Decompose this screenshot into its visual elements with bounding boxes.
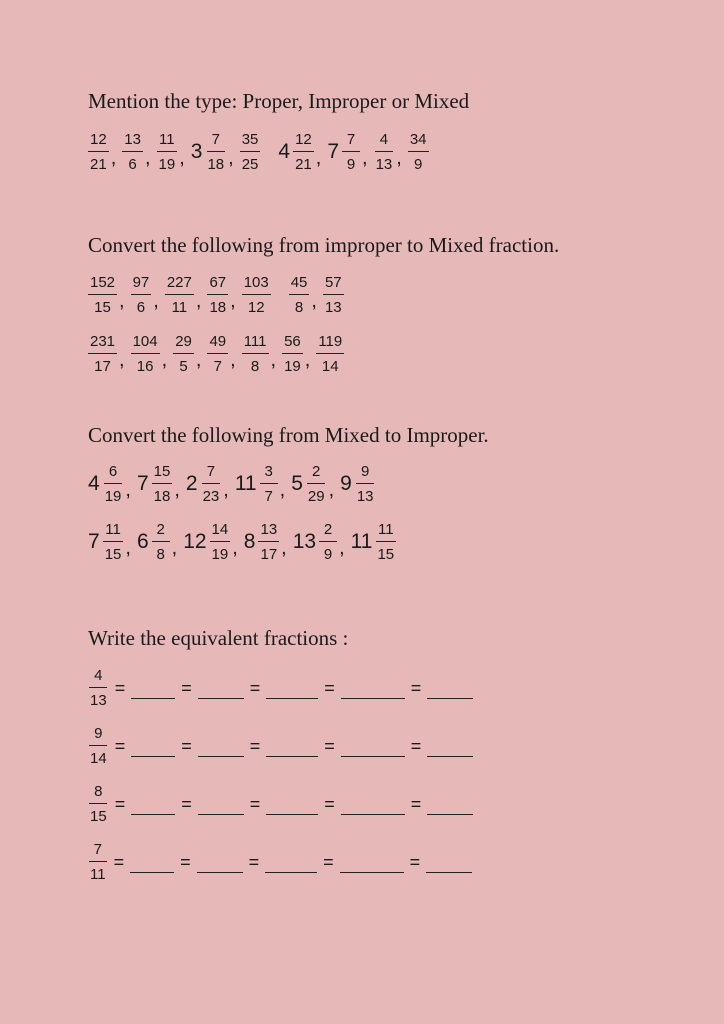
fraction-item	[278, 132, 313, 172]
whole-number: 7	[136, 472, 149, 495]
comma-separator: ,	[311, 289, 317, 312]
answer-blank[interactable]	[341, 742, 405, 757]
comma-separator: ,	[396, 146, 402, 169]
numerator: 15	[152, 464, 173, 484]
denominator: 8	[156, 546, 165, 563]
denominator: 21	[90, 156, 107, 173]
numerator: 13	[122, 132, 143, 152]
numerator: 11	[103, 522, 123, 542]
numerator: 111	[242, 334, 269, 354]
denominator: 21	[295, 156, 312, 173]
comma-separator: ,	[223, 478, 229, 501]
numerator: 227	[165, 275, 194, 295]
whole-number: 2	[185, 472, 198, 495]
fraction-item	[122, 132, 143, 172]
fraction	[122, 132, 143, 172]
answer-blank[interactable]	[266, 800, 318, 815]
fraction-item	[323, 275, 344, 315]
answer-blank[interactable]	[198, 800, 244, 815]
fraction	[355, 464, 376, 504]
numerator: 2	[319, 522, 337, 542]
comma-separator: ,	[304, 348, 311, 371]
fraction	[201, 464, 222, 504]
fraction-item	[137, 464, 172, 504]
whole-number: 4	[278, 140, 291, 163]
denominator: 8	[250, 358, 260, 375]
comma-separator: ,	[174, 478, 180, 501]
section2-title: Convert the following from improper to Mixed fraction.	[88, 233, 560, 257]
whole-number: 9	[340, 472, 352, 495]
fraction-item	[282, 334, 303, 374]
answer-blank[interactable]	[266, 684, 318, 699]
denominator: 19	[104, 488, 122, 505]
numerator: 9	[356, 464, 374, 484]
numerator: 14	[210, 522, 231, 542]
answer-blank[interactable]	[197, 858, 243, 873]
numerator: 7	[202, 464, 220, 484]
denominator: 9	[323, 546, 333, 563]
fraction	[240, 132, 261, 172]
denominator: 5	[179, 358, 188, 375]
fraction-item	[240, 132, 261, 172]
denominator: 23	[202, 488, 220, 505]
whole-number: 11	[234, 472, 257, 495]
numerator: 4	[375, 132, 393, 152]
section2-fractions-row-1	[88, 275, 362, 315]
denominator: 17	[260, 546, 278, 563]
fraction	[342, 132, 360, 172]
denominator: 17	[94, 358, 111, 375]
equivalent-fraction-row	[88, 726, 473, 766]
numerator: 13	[258, 522, 279, 542]
comma-separator: ,	[144, 146, 151, 169]
answer-blank[interactable]	[130, 858, 174, 873]
answer-blank[interactable]	[131, 742, 175, 757]
numerator: 6	[104, 464, 122, 484]
denominator: 15	[377, 546, 395, 563]
whole-number: 12	[183, 530, 207, 553]
denominator: 11	[171, 299, 188, 316]
comma-separator: ,	[195, 289, 202, 312]
section2-fractions-row-2	[88, 334, 362, 374]
fraction-item	[207, 275, 228, 315]
denominator: 13	[356, 488, 374, 505]
fraction-item	[88, 784, 109, 824]
equals-sign: =	[181, 677, 192, 698]
numerator: 152	[88, 275, 117, 295]
equals-sign: =	[114, 677, 126, 698]
fraction-item	[88, 842, 108, 882]
fraction	[88, 842, 108, 882]
fraction	[210, 522, 231, 562]
equals-sign: =	[324, 793, 335, 814]
denominator: 6	[128, 156, 137, 173]
fraction-item	[293, 522, 337, 562]
fraction-item	[351, 522, 397, 562]
denominator: 11	[90, 866, 106, 883]
equals-sign: =	[181, 735, 192, 756]
numerator: 35	[240, 132, 261, 152]
denominator: 14	[321, 358, 339, 375]
comma-separator: ,	[230, 289, 236, 312]
numerator: 2	[307, 464, 325, 484]
denominator: 13	[375, 156, 393, 173]
comma-separator: ,	[339, 536, 345, 559]
whole-number: 8	[243, 530, 256, 553]
whole-number: 11	[350, 530, 373, 553]
section3-fractions-row-2	[88, 522, 414, 562]
comma-separator: ,	[195, 348, 202, 371]
fraction-item	[137, 522, 170, 562]
numerator: 2	[152, 522, 170, 542]
section3-title: Convert the following from Mixed to Improper.	[88, 423, 489, 447]
answer-blank[interactable]	[198, 742, 244, 757]
fraction	[88, 275, 117, 315]
whole-number: 13	[292, 530, 317, 553]
fraction-item	[88, 668, 109, 708]
fraction	[319, 522, 337, 562]
whole-number: 4	[88, 472, 100, 495]
fraction-item	[374, 132, 395, 172]
equals-sign: =	[113, 851, 125, 872]
fraction	[258, 522, 279, 562]
comma-separator: ,	[161, 348, 168, 371]
equivalent-fraction-row	[88, 784, 473, 824]
answer-blank[interactable]	[341, 800, 405, 815]
section1-title: Mention the type: Proper, Improper or Mixed	[88, 89, 470, 113]
comma-separator: ,	[232, 536, 238, 559]
whole-number: 7	[88, 530, 100, 553]
numerator: 231	[88, 334, 117, 354]
equals-sign: =	[323, 851, 334, 872]
fraction-item	[88, 132, 109, 172]
fraction	[289, 275, 310, 315]
fraction	[205, 132, 226, 172]
section4-title: Write the equivalent fractions :	[88, 626, 349, 650]
denominator: 13	[324, 299, 342, 316]
fraction-item	[191, 132, 226, 172]
denominator: 25	[241, 156, 259, 173]
fraction	[88, 668, 109, 708]
fraction	[157, 132, 178, 172]
whole-number: 3	[190, 140, 203, 163]
fraction	[131, 334, 160, 374]
numerator: 3	[260, 464, 278, 484]
answer-blank[interactable]	[198, 684, 244, 699]
numerator: 8	[89, 784, 107, 804]
denominator: 19	[158, 156, 176, 173]
denominator: 18	[209, 299, 227, 316]
fraction-item	[173, 334, 194, 374]
numerator: 45	[289, 275, 310, 295]
fraction-item	[88, 275, 117, 315]
numerator: 97	[131, 275, 152, 295]
fraction	[131, 275, 152, 315]
comma-separator: ,	[228, 146, 234, 169]
fraction	[88, 334, 117, 374]
denominator: 9	[346, 156, 356, 173]
numerator: 9	[89, 726, 107, 746]
fraction-item	[131, 275, 152, 315]
denominator: 13	[90, 692, 107, 709]
fraction-item	[316, 334, 344, 374]
numerator: 29	[173, 334, 194, 354]
denominator: 19	[211, 546, 229, 563]
denominator: 8	[294, 299, 304, 316]
denominator: 12	[247, 299, 265, 316]
fraction	[173, 334, 194, 374]
fraction-item	[242, 275, 271, 315]
fraction	[207, 275, 228, 315]
fraction	[316, 334, 344, 374]
fraction	[103, 464, 124, 504]
fraction	[282, 334, 303, 374]
fraction-item	[340, 464, 375, 504]
answer-blank[interactable]	[427, 684, 473, 699]
fraction-item	[207, 334, 228, 374]
comma-separator: ,	[179, 146, 185, 169]
answer-blank[interactable]	[131, 800, 175, 815]
comma-separator: ,	[125, 478, 131, 501]
fraction	[260, 464, 278, 504]
fraction-item	[88, 522, 123, 562]
numerator: 103	[242, 275, 271, 295]
fraction-item	[186, 464, 221, 504]
fraction-item	[183, 522, 230, 562]
numerator: 49	[207, 334, 228, 354]
fraction-item	[88, 334, 117, 374]
equals-sign: =	[114, 735, 126, 756]
numerator: 56	[282, 334, 303, 354]
comma-separator: ,	[125, 536, 131, 559]
comma-separator: ,	[281, 536, 287, 559]
fraction	[293, 132, 314, 172]
fraction-item	[235, 464, 278, 504]
denominator: 15	[94, 299, 111, 316]
numerator: 12	[88, 132, 109, 152]
section3-fractions-row-1	[88, 464, 394, 504]
numerator: 104	[131, 334, 160, 354]
denominator: 14	[90, 750, 107, 767]
numerator: 4	[89, 668, 107, 688]
answer-blank[interactable]	[426, 858, 472, 873]
fraction	[152, 464, 173, 504]
comma-separator: ,	[279, 478, 286, 501]
comma-separator: ,	[119, 289, 125, 312]
numerator: 11	[376, 522, 396, 542]
answer-blank[interactable]	[427, 800, 473, 815]
fraction	[374, 132, 395, 172]
fraction-item	[88, 464, 123, 504]
comma-separator: ,	[119, 348, 125, 371]
denominator: 19	[284, 358, 301, 375]
comma-separator: ,	[315, 146, 322, 169]
equals-sign: =	[324, 677, 335, 698]
denominator: 7	[264, 488, 273, 505]
fraction-item	[291, 464, 326, 504]
equals-sign: =	[249, 735, 261, 756]
fraction	[323, 275, 344, 315]
denominator: 6	[136, 299, 146, 316]
equals-sign: =	[324, 735, 335, 756]
fraction	[88, 784, 109, 824]
equals-sign: =	[180, 851, 191, 872]
comma-separator: ,	[171, 536, 178, 559]
fraction	[242, 334, 269, 374]
comma-separator: ,	[328, 478, 335, 501]
answer-blank[interactable]	[427, 742, 473, 757]
numerator: 7	[207, 132, 225, 152]
fraction-item	[165, 275, 194, 315]
fraction-item	[244, 522, 279, 562]
answer-blank[interactable]	[265, 858, 317, 873]
fraction	[103, 522, 124, 562]
numerator: 7	[89, 842, 107, 862]
fraction-item	[289, 275, 310, 315]
equals-sign: =	[410, 735, 422, 756]
fraction-item	[157, 132, 178, 172]
fraction-item	[242, 334, 269, 374]
denominator: 15	[104, 546, 122, 563]
fraction	[375, 522, 396, 562]
denominator: 18	[207, 156, 225, 173]
equals-sign: =	[409, 851, 421, 872]
equals-sign: =	[248, 851, 260, 872]
denominator: 18	[153, 488, 171, 505]
fraction-item	[131, 334, 160, 374]
equals-sign: =	[249, 793, 261, 814]
numerator: 119	[316, 334, 344, 354]
fraction	[207, 334, 228, 374]
whole-number: 6	[136, 530, 149, 553]
comma-separator: ,	[270, 348, 277, 371]
equals-sign: =	[181, 793, 192, 814]
fraction	[88, 132, 109, 172]
equivalent-fraction-row	[88, 842, 472, 882]
answer-blank[interactable]	[131, 684, 175, 699]
equals-sign: =	[249, 677, 261, 698]
whole-number: 5	[291, 472, 303, 495]
section1-fractions-row	[88, 132, 447, 172]
fraction	[408, 132, 429, 172]
answer-blank[interactable]	[340, 858, 404, 873]
denominator: 7	[213, 358, 222, 375]
fraction	[242, 275, 271, 315]
whole-number: 7	[327, 140, 339, 163]
denominator: 15	[90, 808, 107, 825]
comma-separator: ,	[230, 348, 236, 371]
fraction	[165, 275, 194, 315]
equals-sign: =	[410, 793, 422, 814]
numerator: 34	[408, 132, 429, 152]
equals-sign: =	[410, 677, 422, 698]
fraction	[88, 726, 109, 766]
fraction-item	[88, 726, 109, 766]
equals-sign: =	[114, 793, 126, 814]
fraction-item	[408, 132, 429, 172]
fraction	[152, 522, 170, 562]
denominator: 29	[307, 488, 325, 505]
numerator: 67	[207, 275, 228, 295]
comma-separator: ,	[110, 146, 117, 169]
numerator: 7	[342, 132, 360, 152]
fraction	[306, 464, 327, 504]
equivalent-fraction-row	[88, 668, 473, 708]
numerator: 57	[323, 275, 344, 295]
answer-blank[interactable]	[341, 684, 405, 699]
denominator: 16	[136, 358, 154, 375]
numerator: 11	[157, 132, 177, 152]
denominator: 9	[413, 156, 423, 173]
numerator: 12	[293, 132, 314, 152]
comma-separator: ,	[362, 146, 368, 169]
comma-separator: ,	[153, 289, 159, 312]
answer-blank[interactable]	[266, 742, 318, 757]
fraction-item	[327, 132, 360, 172]
